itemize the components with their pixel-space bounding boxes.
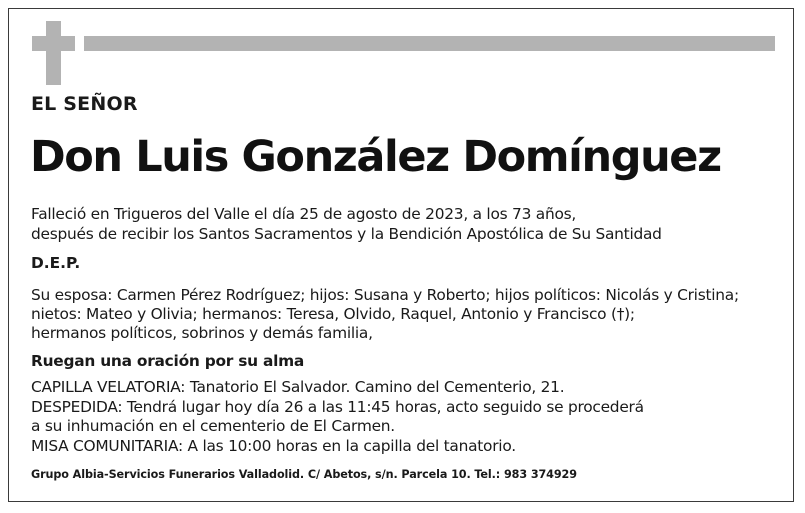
prayer-request: Ruegan una oración por su alma	[31, 352, 305, 370]
detail-line: DESPEDIDA: Tendrá lugar hoy día 26 a las 11:45 horas, acto seguido se procederá	[31, 397, 644, 416]
rip-label: D.E.P.	[31, 254, 81, 272]
family-line: Su esposa: Carmen Pérez Rodríguez; hijos: Susana y Roberto; hijos políticos: Nicolás y Cristina;	[31, 286, 739, 304]
cross-icon	[46, 21, 61, 85]
family-line: hermanos políticos, sobrinos y demás familia,	[31, 324, 373, 342]
detail-line: MISA COMUNITARIA: A las 10:00 horas en la capilla del tanatorio.	[31, 436, 516, 455]
detail-line: a su inhumación en el cementerio de El Carmen.	[31, 417, 395, 435]
service-details	[31, 378, 644, 456]
death-announcement	[31, 204, 662, 244]
header-rule	[84, 36, 775, 51]
deceased-name: Don Luis González Domínguez	[30, 132, 721, 182]
death-line: Falleció en Trigueros del Valle el día 25 de agosto de 2023, a los 73 años,	[31, 205, 577, 223]
detail-line: CAPILLA VELATORIA: Tanatorio El Salvador. Camino del Cementerio, 21.	[31, 378, 565, 396]
funeral-home-footer: Grupo Albia-Servicios Funerarios Valladolid. C/ Abetos, s/n. Parcela 10. Tel.: 983 374929	[31, 468, 577, 481]
family-list	[31, 286, 739, 343]
cross-icon-arm	[32, 36, 75, 51]
family-line: nietos: Mateo y Olivia; hermanos: Teresa, Olvido, Raquel, Antonio y Francisco (†);	[31, 305, 635, 323]
death-line: después de recibir los Santos Sacramentos y la Bendición Apostólica de Su Santidad	[31, 225, 662, 243]
honorific-prefix: EL SEÑOR	[31, 93, 138, 115]
